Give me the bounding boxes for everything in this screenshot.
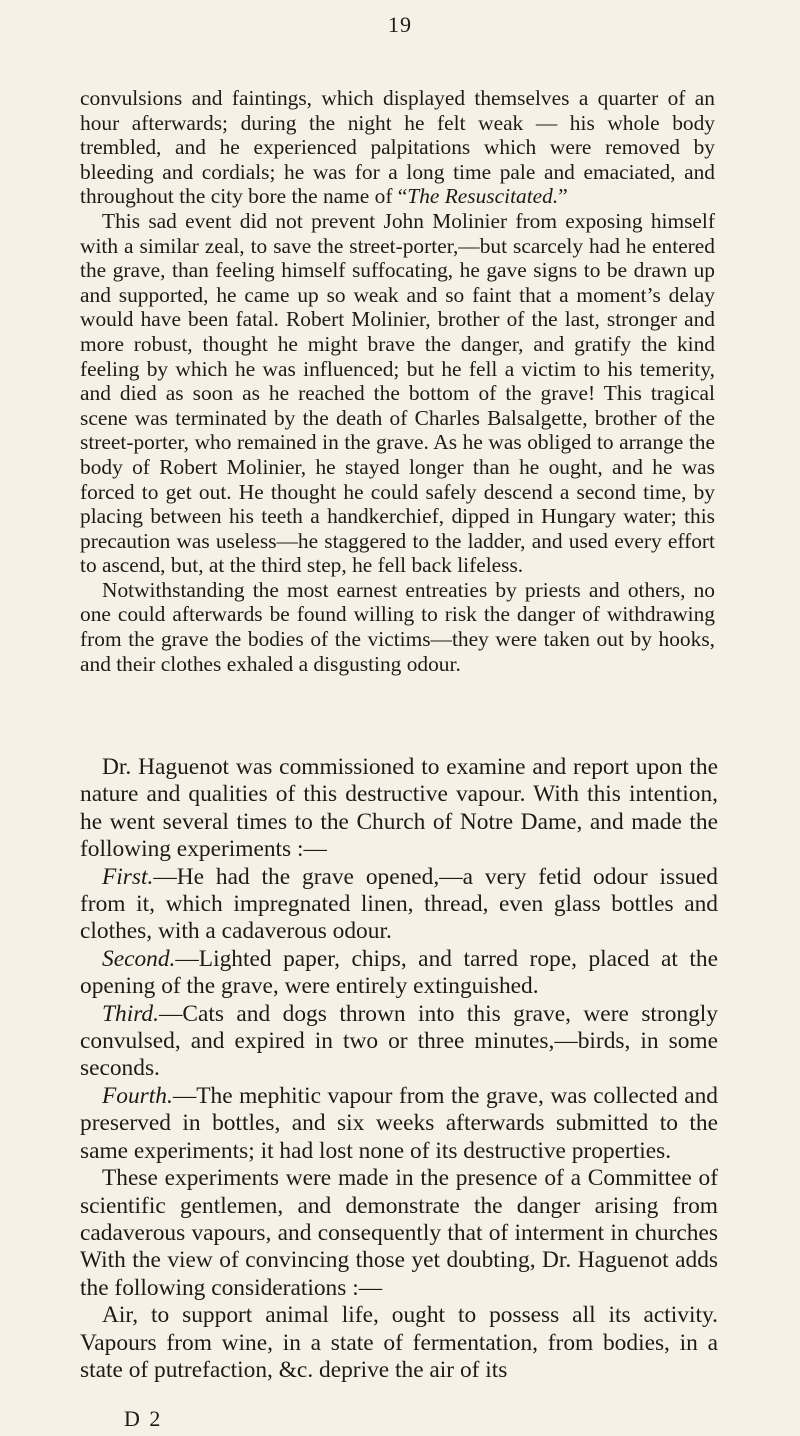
paragraph-resuscitated bbox=[80, 86, 715, 209]
closing-quote: ” bbox=[558, 184, 568, 209]
experiment-second bbox=[80, 946, 718, 1001]
experiment-first bbox=[80, 864, 718, 946]
experiment-third bbox=[80, 1001, 718, 1083]
experiment-text: —Cats and dogs thrown into this grave, were strongly convulsed, and expired in two or three minutes,—birds, in some seconds. bbox=[80, 1000, 718, 1082]
experiment-label: Fourth. bbox=[102, 1082, 173, 1109]
experiment-text: —The mephitic vapour from the grave, was collected and preserved in bottles, and six weeks afterwards submitted to the same experiments; it had lost none of its destructive properties. bbox=[80, 1082, 718, 1164]
page-number: 19 bbox=[388, 12, 412, 37]
paragraph-air: Air, to support animal life, ought to possess all its activity. Vapours from wine, in a state of fermentation, from bodies, in a state of putrefaction, &c. deprive the air of its bbox=[80, 1302, 718, 1383]
paragraph-notwithstanding: Notwithstanding the most earnest entreaties by priests and others, no one could afterwards be found willing to risk the danger of withdrawing from the grave the bodies of the victims—they were taken out by hooks, and their clothes exhaled a disgusting odour. bbox=[80, 577, 715, 676]
experiment-label: First. bbox=[102, 863, 154, 890]
italic-title: The Resuscitated. bbox=[407, 184, 559, 209]
paragraph-text: convulsions and faintings, which displayed themselves a quarter of an hour afterwards; during the night he felt weak — his whole body trembled, and he experienced palpitations which were removed by bleeding and cordials; he was for a long time pale and emaciated, and throughout the city bore the name of “ bbox=[80, 86, 715, 209]
text-section-small-type bbox=[80, 86, 715, 676]
text-section-large-type bbox=[80, 754, 718, 1384]
paragraph-committee: These experiments were made in the presence of a Committee of scientific gentlemen, and demonstrate the danger arising from cadaverous vapours, and consequently that of interment in churches With the view of convincing those yet doubting, Dr. Haguenot adds the following considerations :— bbox=[80, 1165, 718, 1301]
experiment-label: Second. bbox=[102, 945, 176, 972]
paragraph-molinier: This sad event did not prevent John Molinier from exposing himself with a similar zeal, to save the street-porter,—but scarcely had he entered the grave, than feeling himself suffocating, he gave signs to be drawn up and supported, he came up so weak and so faint that a moment’s delay would have been fatal. Robert Molinier, brother of the last, stronger and more robust, thought he might brave the danger, and gratify the kind feeling by which he was influenced; but he fell a victim to his temerity, and died as soon as he reached the bottom of the grave! This tragical scene was terminated by the death of Charles Balsalgette, brother of the street-porter, who remained in the grave. As he was obliged to arrange the body of Robert Molinier, he stayed longer than he ought, and he was forced to get out. He thought he could safely descend a second time, by placing between his teeth a handkerchief, dipped in Hungary water; this precaution was useless—he staggered to the ladder, and used every effort to ascend, but, at the third step, he fell back lifeless. bbox=[80, 208, 715, 578]
experiment-label: Third. bbox=[102, 1000, 159, 1027]
experiment-text: —He had the grave opened,—a very fetid odour issued from it, which impregnated linen, thread, even glass bottles and clothes, with a cadaverous odour. bbox=[80, 863, 718, 945]
paragraph-haguenot: Dr. Haguenot was commissioned to examine and report upon the nature and qualities of this destructive vapour. With this intention, he went several times to the Church of Notre Dame, and made the following experiments :— bbox=[80, 754, 718, 863]
experiment-fourth bbox=[80, 1083, 718, 1165]
experiment-text: —Lighted paper, chips, and tarred rope, placed at the opening of the grave, were entirely extinguished. bbox=[80, 945, 718, 1000]
signature-mark: D 2 bbox=[124, 1406, 163, 1431]
